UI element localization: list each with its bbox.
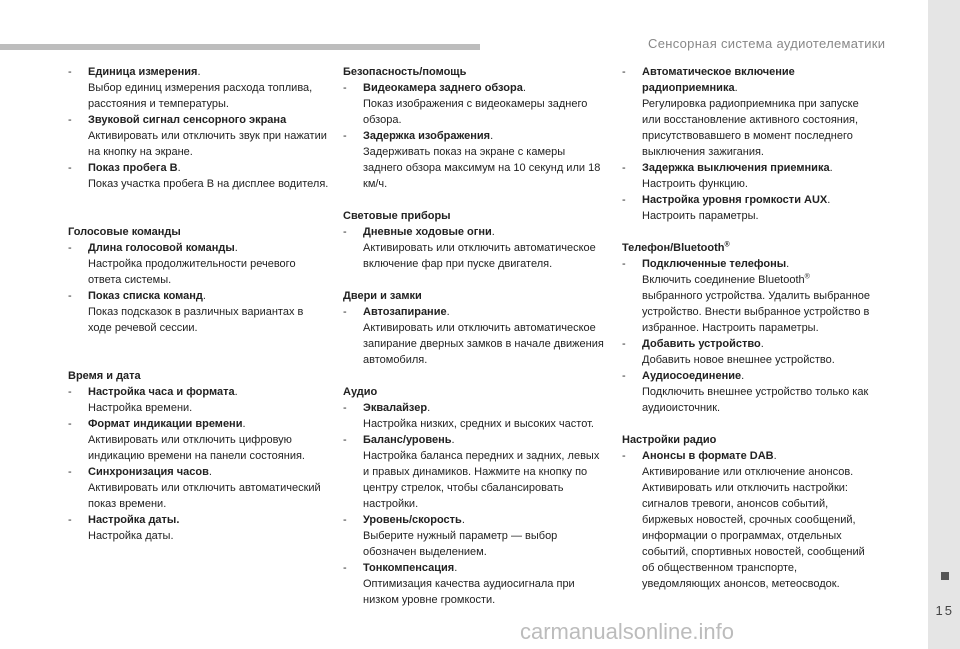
list-item: - Задержка выключения приемника. Настроить функцию. [622,160,872,192]
item-title: Добавить устройство [642,338,761,350]
item-title: Автоматическое включение радиоприемника [642,66,795,94]
list-item: - Эквалайзер. Настройка низких, средних и высоких частот. [343,400,605,432]
item-title: Тонкомпенсация [363,562,455,574]
list-item: - Формат индикации времени. Активировать или отключить цифровую индикацию времени на панели состояния. [68,416,330,464]
item-title: Синхронизация часов [88,466,209,478]
item-desc: Активировать или отключить автоматическое запирание дверных замков в начале движения автомобиля. [363,322,604,366]
item-title: Единица измерения [88,66,198,78]
section-marker [941,572,949,580]
item-title: Аудиосоединение [642,370,742,382]
section-heading: Двери и замки [343,290,422,302]
section-heading: Телефон/Bluetooth® [622,241,730,254]
item-desc: Настройка продолжительности речевого ответа системы. [88,258,296,286]
list-item: - Задержка изображения. Задерживать показ на экране с камеры заднего обзора максимум на 10 секунд или 18 км/ч. [343,128,605,192]
item-desc: Активировать или отключить звук при нажатии на кнопку на экране. [88,130,327,158]
side-band [928,0,960,649]
item-desc: Активировать или отключить автоматический показ времени. [88,482,321,510]
item-desc: Регулировка радиоприемника при запуске или восстановление активного состояния, присутствовавшего в момент последнего выключения зажигания. [642,98,859,158]
item-title: Автозапирание [363,306,447,318]
item-desc: Показ участка пробега В на дисплее водителя. [88,178,329,190]
item-title: Дневные ходовые огни [363,226,492,238]
section-heading: Голосовые команды [68,226,181,238]
list-item: - Автоматическое включение радиоприемника. Регулировка радиоприемника при запуске или восстановление активного состояния, присутствовавшего в момент последнего выключения зажигания. [622,64,872,160]
column-3 [622,64,872,592]
list-item: - Подключенные телефоны. Включить соединение Bluetooth® выбранного устройства. Удалить выбранное устройство. Внести выбранное устройство в избранное. Настроить параметры. [622,258,871,334]
item-title: Длина голосовой команды [88,242,235,254]
item-desc: Выбор единиц измерения расхода топлива, расстояния и температуры. [88,82,313,110]
list-item: - Звуковой сигнал сенсорного экрана Активировать или отключить звук при нажатии на кнопку на экране. [68,112,330,160]
item-desc: Выберите нужный параметр — выбор обозначен выделением. [363,530,558,558]
section-heading: Аудио [343,386,378,398]
list-item: - Единица измерения. Выбор единиц измерения расхода топлива, расстояния и температуры. [68,64,330,112]
item-desc: Настройка времени. [88,402,193,414]
item-title: Звуковой сигнал сенсорного экрана [88,114,287,126]
list-item: - Добавить устройство. Добавить новое внешнее устройство. [622,336,872,368]
item-desc: Настроить параметры. [642,210,759,222]
list-item: - Настройка уровня громкости AUX. Настроить параметры. [622,192,872,224]
item-title: Баланс/уровень [363,434,452,446]
list-item: - Тонкомпенсация. Оптимизация качества аудиосигнала при низком уровне громкости. [343,560,605,608]
item-desc: Задерживать показ на экране с камеры заднего обзора максимум на 10 секунд или 18 км/ч. [363,146,601,190]
item-desc: Настройка баланса передних и задних, левых и правых динамиков. Нажмите на кнопку по центру стрелок, чтобы сбалансировать настройки. [363,450,600,510]
header-rule [0,44,480,50]
item-desc: Оптимизация качества аудиосигнала при низком уровне громкости. [363,578,575,606]
list-item: - Настройка даты. Настройка даты. [68,512,330,544]
section-heading: Световые приборы [343,210,451,222]
item-desc: Настройка даты. [88,530,174,542]
page-number: 15 [935,603,954,618]
item-title: Показ списка команд [88,290,203,302]
item-title: Формат индикации времени [88,418,243,430]
item-desc: Показ подсказок в различных вариантах в ходе речевой сессии. [88,306,304,334]
item-desc: Настроить функцию. [642,178,748,190]
item-desc: Настройка низких, средних и высоких частот. [363,418,594,430]
list-item: - Настройка часа и формата. Настройка времени. [68,384,330,416]
item-title: Настройка часа и формата [88,386,235,398]
item-desc: Показ изображения с видеокамеры заднего обзора. [363,98,588,126]
item-title: Видеокамера заднего обзора [363,82,523,94]
item-desc: Включить соединение Bluetooth® выбранного устройства. Удалить выбранное устройство. Внести выбранное устройство в избранное. Настроить параметры. [642,273,871,334]
item-title: Задержка выключения приемника [642,162,830,174]
list-item: - Автозапирание. Активировать или отключить автоматическое запирание дверных замков в начале движения автомобиля. [343,306,604,366]
item-title: Анонсы в формате DAB [642,450,774,462]
item-desc: Активирование или отключение анонсов. Активировать или отключить настройки: сигналов тревоги, анонсов событий, биржевых новостей, срочных сообщений, информации о программах, отдельных событий, спортивных новостей, сообщений об общественном транспорте, уведомляющих анонсов, метеосводок. [642,466,865,590]
section-heading: Время и дата [68,370,141,382]
item-desc: Активировать или отключить цифровую индикацию времени на панели состояния. [88,434,305,462]
item-title: Уровень/скорость [363,514,462,526]
list-item: - Баланс/уровень. Настройка баланса передних и задних, левых и правых динамиков. Нажмите на кнопку по центру стрелок, чтобы сбалансировать настройки. [343,432,605,512]
list-item: - Длина голосовой команды. Настройка продолжительности речевого ответа системы. [68,240,330,288]
list-item: - Синхронизация часов. Активировать или отключить автоматический показ времени. [68,464,330,512]
page-header-title: Сенсорная система аудиотелематики [648,36,886,51]
section-heading: Настройки радио [622,434,717,446]
watermark-text: carmanualsonline.info [520,619,735,644]
list-item: - Показ списка команд. Показ подсказок в различных вариантах в ходе речевой сессии. [68,288,330,336]
column-2 [343,64,605,608]
item-title: Показ пробега В [88,162,178,174]
list-item: - Видеокамера заднего обзора. Показ изображения с видеокамеры заднего обзора. [343,80,605,128]
list-item: - Дневные ходовые огни. Активировать или отключить автоматическое включение фар при пуске двигателя. [343,224,605,272]
list-item: - Анонсы в формате DAB. Активирование или отключение анонсов. Активировать или отключить настройки: сигналов тревоги, анонсов событий, биржевых новостей, срочных сообщений, информации о программах, отдельных событий, спортивных новостей, сообщений об общественном транспорте, уведомляющих анонсов, метеосводок. [622,448,872,592]
item-desc: Активировать или отключить автоматическое включение фар при пуске двигателя. [363,242,596,270]
item-title: Подключенные телефоны [642,258,787,270]
item-title: Настройка даты. [88,514,180,526]
list-item: - Уровень/скорость. Выберите нужный параметр — выбор обозначен выделением. [343,512,605,560]
list-item: - Показ пробега В. Показ участка пробега В на дисплее водителя. [68,162,329,190]
column-1 [68,64,330,544]
list-item: - Аудиосоединение. Подключить внешнее устройство только как аудиоисточник. [622,368,872,416]
item-desc: Добавить новое внешнее устройство. [642,354,835,366]
section-heading: Безопасность/помощь [343,66,467,78]
item-title: Эквалайзер [363,402,428,414]
item-desc: Подключить внешнее устройство только как аудиоисточник. [642,386,869,414]
item-title: Задержка изображения [363,130,491,142]
item-title: Настройка уровня громкости AUX [642,194,828,206]
